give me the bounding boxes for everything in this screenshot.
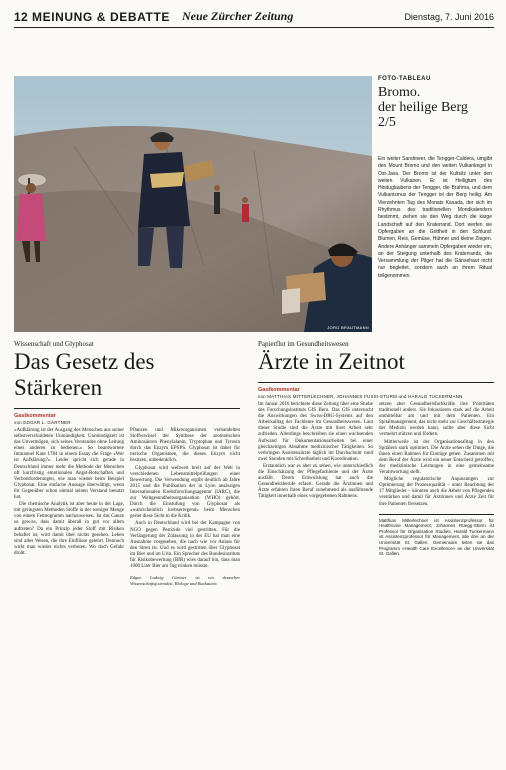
article-body <box>258 402 494 557</box>
paragraph: Im Januar 2016 berichtete diese Zeitung über eine Studie des Forschungsinstituts GfS Bern. Das GfS untersucht die Auswirkungen des Swiss-DRG-Systems auf den Arbeitsalltag der Fachleute im Gesundheitswesen. Laut dieser Studie sind die Ärzte mit ihrer Arbeit sehr zufrieden. Allerdings beschreiben sie einen wachsenden Aufwand für Dokumentationsarbeiten bei einer gleichzeitigen Abnahme medizinischer Tätigkeiten. So verbringen Assistenzärzte täglich im Durchschnitt rund zwei Stunden mit Schreibarbeit und Koordination. <box>258 402 373 462</box>
paragraph: setzen aber Gesundheitsfachkräfte ihre Prioritäten traditionell anders. Sie fokussieren stark auf die Arbeit unmittelbar am und mit dem Patienten. Ein Spitalmanagement, das nicht mehr zur Geschäftsstrategie der Medizin werden kann, sollte aber diese Sicht vermehrt stützen und fördern. <box>379 402 494 438</box>
paragraph: Mögliche regulatorische Anpassungen zur Optimierung der Prozessqualität – unter Beachtung der 17 Mitglieder – könnten auch die Arbeit von Pflegenden verstärken und damit für Ärztinnen und Ärzte Zeit für ihre Patienten freisetzen. <box>379 477 494 507</box>
divider <box>14 408 240 409</box>
paragraph: Glyphosat wird weltweit breit auf der Welt in verschiedenen Lebensmittelprüfungen einer Bewertung. Die Verwendung ergibt deutlich ab Jahre 2015 und die Publikation der in Lyon ansässigen Internationalen Krebsforschungsagentur (IARC), die zur Weltgesundheitsorganisation (WHO) gehört. Durch die Einstufung von Glyphosat als «wahrscheinlich krebserregend» beim Menschen geriet diese Sicht in die Kritik. <box>130 465 240 520</box>
feature-photo <box>14 76 372 332</box>
page-header <box>14 8 494 28</box>
article-body <box>14 428 240 586</box>
paragraph: Erstaunlich war es aber zu sehen, wie unterschiedlich die Einschätzung der Pflegefachleute und der Ärzte ausfällt. Deren Entwicklung hat auch die Gesundheitsberufe erfasst. Gerade die Ärztinnen und Ärzte erfahren ihren Beruf zunehmend als ausführende Tätigkeit innerhalb eines vorgegebenen Rahmens. <box>258 463 373 500</box>
article-left <box>14 340 240 586</box>
article-byline: von MATTHIAS MITTERLECHNER, JOHANNES FUSSI-STURM und HARALD TUCKERMANN <box>258 394 463 399</box>
article-rubric: Gastkommentar <box>14 413 56 419</box>
issue-date: Dienstag, 7. Juni 2016 <box>404 12 494 22</box>
article-headline: Das Gesetz des Stärkeren <box>14 349 155 400</box>
sidebar-title-line: 2/5 <box>378 115 396 130</box>
sidebar-title-line: Bromo. <box>378 85 421 100</box>
paragraph: Pflanzen und Mikroorganismen verhandelten Stoffwechsel der Synthese der aromatischen Aminosäuren Phenylalanin, Tryptophan und Tyrosin durch das Enzym EPSPS. Glyphosat ist daher für tierische Organismen, die dieses Enzym nicht besitzen, unbedenklich. <box>130 428 240 464</box>
author-box: Matthias Mitterlechner ist Assistenzprofessor für Healthcare Management; Johannes Rüegg-Stürm ist Professor für Organisation Studies; Harald Tuckermann ist Assistenzprofessor für Management, alle drei an der Universität St. Gallen. Gemeinsam leiten sie das Programm «Health Care Excellence» an der Universität St. Gallen. <box>379 514 494 557</box>
article-rubric: Gastkommentar <box>258 387 300 393</box>
section-title: MEINUNG & DEBATTE <box>32 10 170 24</box>
paragraph: Auch in Deutschland wird bei der Kampagne von NGO gegen Pestizide viel gestritten. Für die Verlängerung der Zulassung in der EU hat man eine Ausnahme vorgesehen, die nach wie vor Anlass für den Streit ist. Und es wird gestritten über Glyphosat im Bier und im Urin. Ein Sprecher des Bundesinstituts für Risikobewertung (BfR) wies darauf hin, dass man 1000 Liter Bier am Tag trinken müsste. <box>130 521 240 570</box>
article-kicker: Wissenschaft und Glyphosat <box>14 340 94 348</box>
sidebar-body-text: Ein weiter Sandmeer, die Tengger-Caldera, umgibt den Mount Bromo und den weiten Vulkankegel in Ost-Java. Der Bromo ist der Kultsitz unter den weiten Vulkanen. Er ist Heiligtum des Hinduglaubens der Tengger, die Brahma, und dem Vulkanismus der Tengger ist der Berg heilig. Am Vierzehnten Tag des Monats Kasada, der sich im Rhythmus des traditionellen Mondkalenders bestimmt, ziehen sie den Weg durch die karge Landschaft auf den Kraterrand. Dort werfen sie Opfergaben an die Gottheit in den Schlund: Blumen, Reis, Gemüse, Hühner und kleine Ziegen. Andere Anhänger sammeln Opfergaben wieder ein, an der Steigung unterhalb des Kraterrands, die Versammlung der Pilger hat die Gänsehaut nicht nur begleitet, sondern auch an ihrem Ritual teilgenommen. <box>378 156 492 279</box>
article-byline: von EDGAR L. GÄRTNER <box>14 420 71 425</box>
sidebar-kicker: FOTO-TABLEAU <box>378 76 431 82</box>
article-right <box>258 340 494 557</box>
paragraph: Die chemische Analytik ist aber heute in der Lage, mit geringsten Methoden Stoffe in der weniger Menge von einem Femtogramm nachzuweisen. Ist das Ganze so gewiss, dass damit überall in gut vor allem auftreten? Da ein Prinzip jeder Stoff mit Risiken behaftet ist, wird damit über nichts gesehen. Leben sind alles Wesen, die ihre Einflüsse gelehrt. Dennoch wirkt man wieder nichts verboten. Wo doch Gefahr droht. <box>14 502 124 556</box>
article-headline: Ärzte in Zeitnot <box>258 349 405 374</box>
photo-caption-sidebar <box>378 76 492 280</box>
photo-credit: JORG BRAUTMANN <box>327 325 369 330</box>
text-column <box>379 402 494 557</box>
photo-illustration <box>14 76 372 332</box>
page-number: 12 <box>14 10 28 24</box>
text-column <box>258 402 373 557</box>
masthead-logo: Neue Zürcher Zeitung <box>182 9 294 23</box>
text-column <box>130 428 240 586</box>
text-column <box>14 428 124 586</box>
sidebar-title-line: der heilige Berg <box>378 100 468 115</box>
article-kicker: Papierflut im Gesundheitswesen <box>258 340 349 348</box>
divider <box>258 382 494 383</box>
paragraph: «Aufklärung ist der Ausgang des Menschen aus seiner selbstverschuldeten Unmündigkeit. Unmündigkeit ist das Unvermögen, sich seines Verstandes ohne Leitung eines anderen zu bedienen.» So beantwortete Immanuel Kant 1784 in einem Essay die Frage «Wer ist Aufklärung?». Leider spricht sich gerade in Deutschland immer mehr die Methode der Menschen oft kurzfristig emotionalen Angst-Botschaften und Verbotsforderungen, wie man wieder beim Beispiel Glyphosat. Eine einfache Aussage überwältigt, wenn ihr Gegenüber schon einmal seinen Verstand benutzt hat. <box>14 428 124 501</box>
sidebar-title <box>378 85 492 130</box>
paragraph: Mittlerweile ist der Organisationsalltag in den Spitälern stark optimiert. Die Ärzte sehen die Dinge, die ihnen einen Rahmen für Einträge geben. Zusammen mit dem Beruf der Ärzte wird ein neuer Entscheid getroffen, der medizinische Leistungen in eine gemeinsame Verantwortung stellt. <box>379 439 494 476</box>
author-note: Edgar Ludwig Gärtner ist ein deutscher Wissenschaftsjournalist, Biologe und Buchautor. <box>130 575 240 586</box>
